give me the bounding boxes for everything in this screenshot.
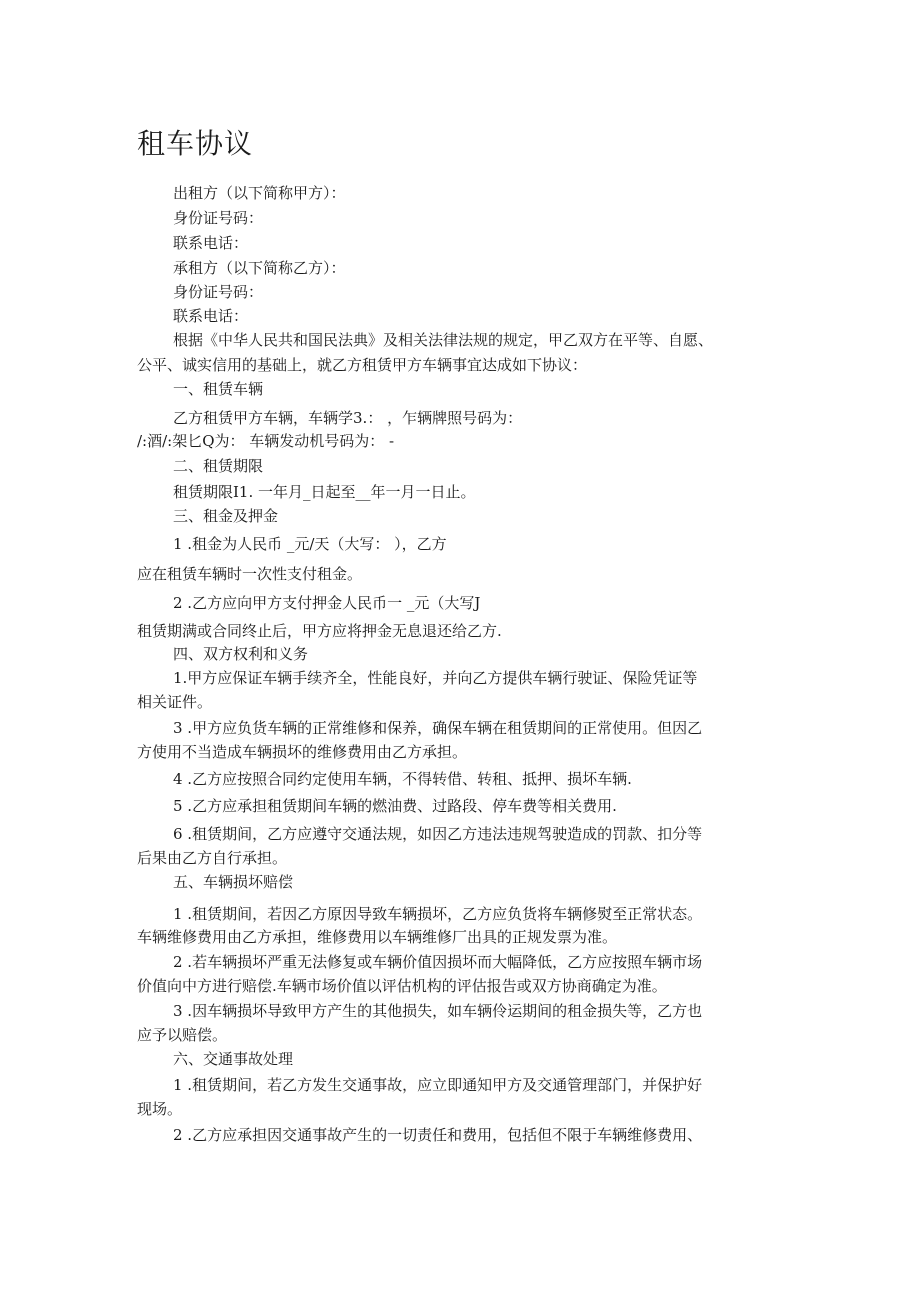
clause-line: 现场。 [137, 1100, 183, 1118]
lessor-phone-line: 联系电话： [173, 234, 249, 252]
lessee-id-line: 身份证号码： [173, 283, 264, 301]
section-heading: 四、双方权利和义务 [173, 645, 309, 663]
section-heading: 六、交通事故处理 [173, 1050, 294, 1068]
clause-line: 5 .乙方应承担租赁期间车辆的燃油费、过路段、停车费等相关费用. [173, 797, 617, 815]
clause-line: 1.甲方应保证车辆手续齐全，性能良好，并向乙方提供车辆行驶证、保险凭证等 [173, 669, 698, 687]
section-heading: 五、车辆损坏赔偿 [173, 873, 294, 891]
clause-line: 乙方租赁甲方车辆，车辆学3.： ，乍辆牌照号码为： [173, 409, 523, 427]
lessee-line: 承租方（以下简称乙方）： [173, 259, 346, 277]
section-heading: 一、租赁车辆 [173, 380, 264, 398]
section-heading: 三、租金及押金 [173, 507, 279, 525]
clause-line: 1 .租金为人民币 _元/天（大写： ），乙方 [173, 535, 447, 553]
clause-line: 4 .乙方应按照合同约定使用车辆，不得转借、转租、抵押、损坏车辆. [173, 770, 632, 788]
clause-line: 2 .乙方应向甲方支付押金人民币一 _元（大写J [173, 594, 481, 612]
clause-line: 应予以赔偿。 [137, 1026, 228, 1044]
clause-line: 价值向中方进行赔偿.车辆市场价值以评估机构的评估报告或双方协商确定为准。 [137, 977, 667, 995]
lessor-id-line: 身份证号码： [173, 209, 264, 227]
clause-line: 租赁期限I1. 一年月_日起至__年一月一日止。 [173, 483, 476, 501]
clause-line: 3 .甲方应负货车辆的正常维修和保养，确保车辆在租赁期间的正常使用。但因乙 [173, 719, 703, 737]
clause-line: 方使用不当造成车辆损坏的维修费用由乙方承担。 [137, 743, 468, 761]
lessor-line: 出租方（以下简称甲方）： [173, 184, 346, 202]
clause-line: 后果由乙方自行承担。 [137, 849, 288, 867]
clause-line: 车辆维修费用由乙方承担，维修费用以车辆维修厂出具的正规发票为准。 [137, 928, 618, 946]
clause-line: 3 .因车辆损坏导致甲方产生的其他损失，如车辆伶运期间的租金损失等，乙方也 [173, 1002, 703, 1020]
lessee-phone-line: 联系电话： [173, 307, 249, 325]
clause-line: 2 .若车辆损坏严重无法修复或车辆价值因损坏而大幅降低，乙方应按照车辆市场 [173, 953, 703, 971]
clause-line: 6 .租赁期间，乙方应遵守交通法规，如因乙方违法违规驾驶造成的罚款、扣分等 [173, 825, 703, 843]
preamble-line: 根据《中华人民共和国民法典》及相关法律法规的规定，甲乙双方在平等、自愿、 [173, 331, 714, 349]
clause-line: 1 .租赁期间，若因乙方原因导致车辆损坏，乙方应负货将车辆修熨至正常状态。 [173, 905, 703, 923]
clause-line: 应在租赁车辆时一次性支付租金。 [137, 565, 363, 583]
clause-line: 1 .租赁期间，若乙方发生交通事故，应立即通知甲方及交通管理部门，并保护好 [173, 1076, 703, 1094]
clause-line: 2 .乙方应承担因交通事故产生的一切责任和费用，包括但不限于车辆维修费用、 [173, 1126, 703, 1144]
clause-line: 租赁期满或合同终止后，甲方应将押金无息退还给乙方. [137, 622, 502, 640]
clause-line: /:酒/:架匕Q为： 车辆发动机号码为： - [137, 432, 395, 450]
preamble-line: 公平、诚实信用的基础上，就乙方租赁甲方车辆事宜达成如下协议： [137, 356, 588, 374]
document-title: 租车协议 [137, 127, 254, 160]
section-heading: 二、租赁期限 [173, 457, 264, 475]
clause-line: 相关证件。 [137, 693, 213, 711]
